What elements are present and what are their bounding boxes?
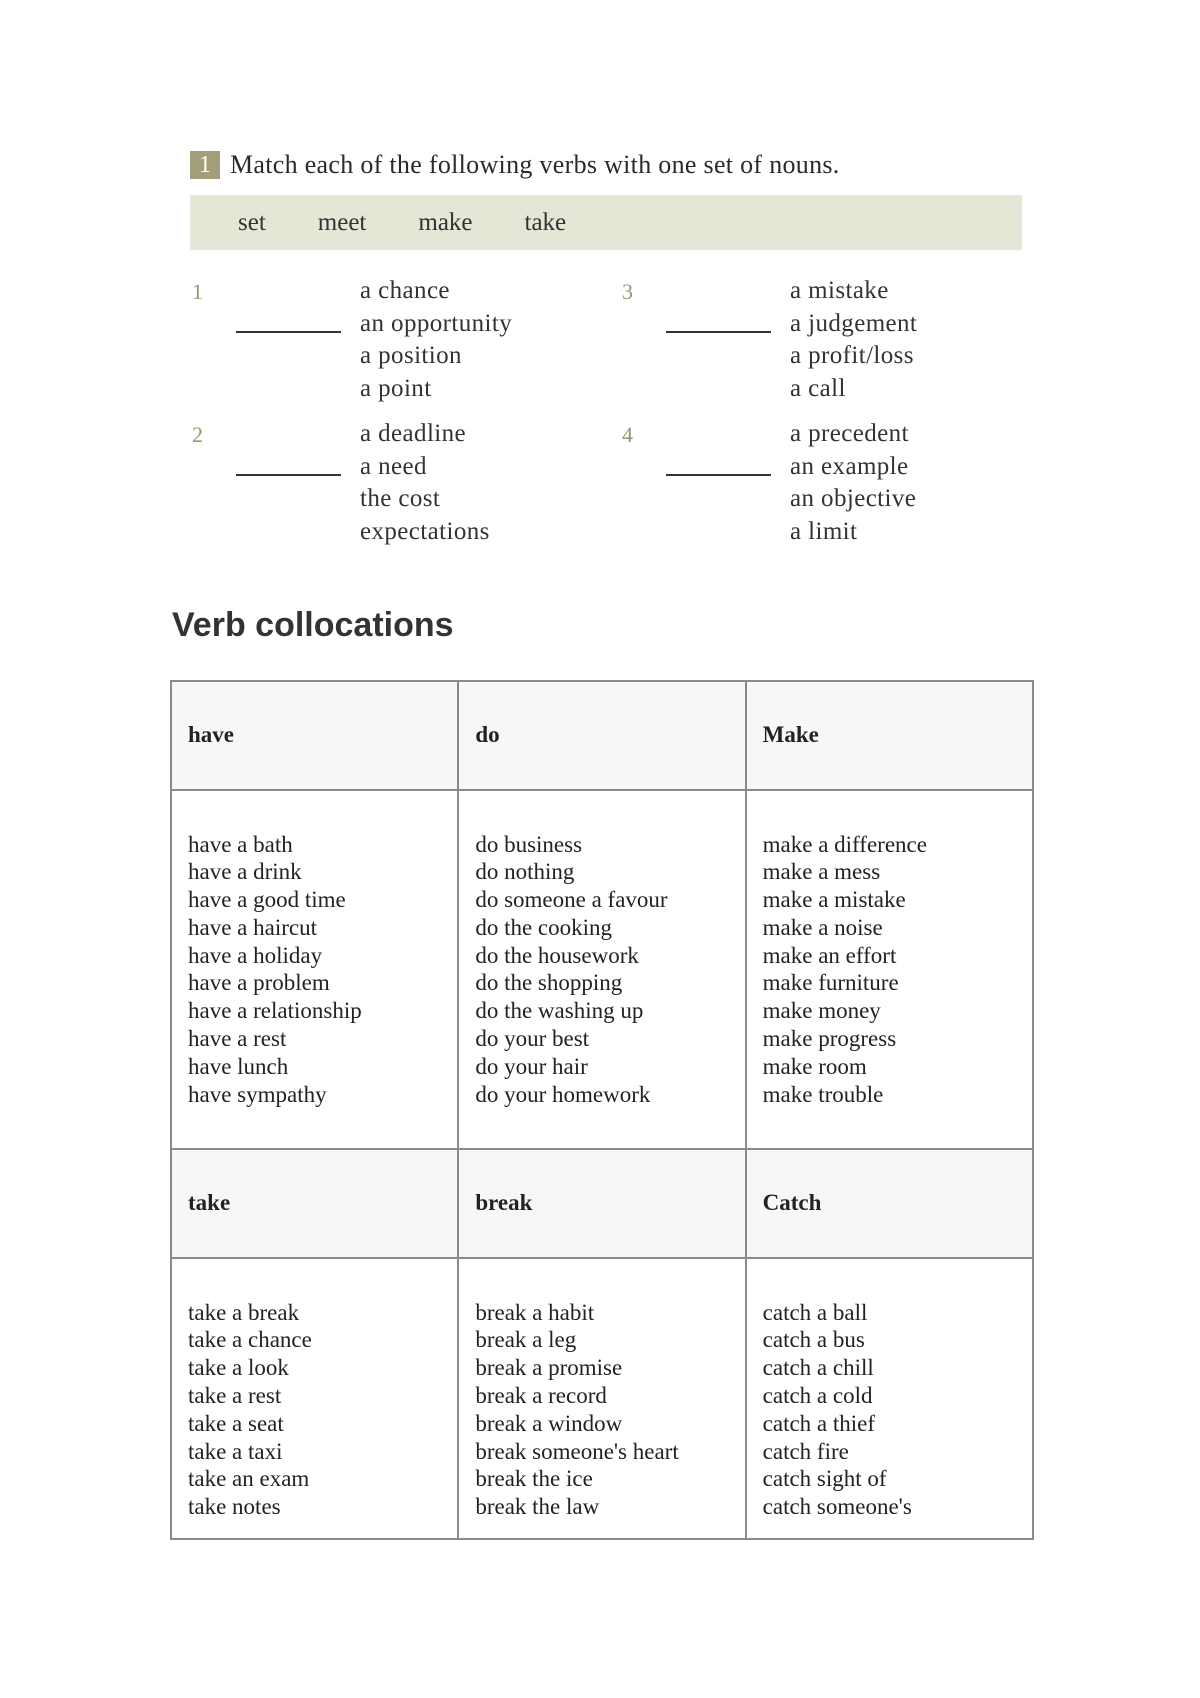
collocation-list xyxy=(188,791,457,1109)
noun-list xyxy=(790,275,917,405)
verb-option: meet xyxy=(317,208,367,236)
noun-item: the cost xyxy=(360,485,441,512)
exercise-1 xyxy=(190,145,1022,575)
noun-group-2 xyxy=(190,418,610,548)
noun-group-1 xyxy=(190,275,610,405)
noun-item: a mistake xyxy=(790,277,889,304)
collocation-item: make a difference xyxy=(762,831,927,857)
column-header: Make xyxy=(746,681,1033,790)
answer-blank[interactable] xyxy=(666,474,771,476)
collocation-item: take an exam xyxy=(188,1466,310,1492)
collocation-item: have a relationship xyxy=(188,998,362,1024)
answer-blank[interactable] xyxy=(666,331,771,333)
noun-item: a precedent xyxy=(790,420,909,447)
collocation-item: catch a thief xyxy=(762,1410,876,1436)
collocation-item: have a holiday xyxy=(188,942,323,968)
collocation-item: make a mistake xyxy=(762,887,906,913)
collocation-list xyxy=(188,1259,457,1521)
column-header: Catch xyxy=(746,1149,1033,1258)
noun-item: expectations xyxy=(360,517,490,545)
noun-list xyxy=(790,418,916,548)
collocation-item: have a rest xyxy=(188,1026,287,1052)
collocation-list xyxy=(763,1259,1032,1521)
collocation-item: make a mess xyxy=(762,859,881,885)
collocation-item: catch a bus xyxy=(762,1327,865,1353)
table-header-row xyxy=(171,1149,1033,1258)
answer-blank[interactable] xyxy=(236,331,341,333)
noun-item: an opportunity xyxy=(360,309,513,337)
noun-item: a need xyxy=(360,452,427,480)
collocation-item: do someone a favour xyxy=(475,887,668,913)
table-row xyxy=(171,790,1033,1150)
collocation-cell xyxy=(458,1258,745,1539)
collocation-item: break a leg xyxy=(475,1327,577,1353)
noun-item: a judgement xyxy=(790,309,918,337)
collocation-item: have a drink xyxy=(188,859,302,885)
collocation-item: catch a cold xyxy=(762,1383,873,1409)
collocation-item: take a look xyxy=(188,1355,289,1381)
collocation-item: catch fire xyxy=(762,1438,849,1464)
collocation-item: take a seat xyxy=(188,1410,284,1436)
collocation-cell xyxy=(171,1258,458,1539)
noun-item: a chance xyxy=(360,277,450,304)
collocation-item: have lunch xyxy=(188,1053,289,1079)
noun-item: a deadline xyxy=(360,420,467,447)
exercise-instruction: Match each of the following verbs with one set of nouns. xyxy=(230,150,840,179)
collocation-item: catch someone's xyxy=(762,1494,912,1520)
verb-options-box xyxy=(190,195,1022,250)
collocation-item: take notes xyxy=(188,1494,281,1520)
collocation-item: make room xyxy=(762,1053,867,1079)
noun-item: a profit/loss xyxy=(790,342,914,369)
column-header: break xyxy=(458,1149,745,1258)
exercise-number-badge: 1 xyxy=(190,151,220,179)
column-header: do xyxy=(458,681,745,790)
group-number: 3 xyxy=(622,279,633,304)
collocation-item: do business xyxy=(475,831,583,857)
collocation-item: do your best xyxy=(475,1026,590,1052)
collocation-item: do nothing xyxy=(475,859,575,885)
collocation-item: do the cooking xyxy=(475,914,613,940)
collocation-item: break a record xyxy=(475,1383,607,1409)
noun-group-4 xyxy=(620,418,1040,548)
exercise-header xyxy=(190,145,1022,185)
noun-group-3 xyxy=(620,275,1040,405)
collocation-item: do the housework xyxy=(475,942,639,968)
collocation-cell xyxy=(746,790,1033,1150)
collocation-item: make money xyxy=(762,998,881,1024)
noun-groups xyxy=(190,275,1022,575)
group-number: 2 xyxy=(192,422,203,447)
collocation-item: make furniture xyxy=(762,970,899,996)
noun-item: a limit xyxy=(790,517,858,545)
collocation-item: break a window xyxy=(475,1410,623,1436)
noun-item: an objective xyxy=(790,485,917,512)
verb-option: set xyxy=(238,208,266,236)
collocation-item: take a taxi xyxy=(188,1438,283,1464)
answer-blank[interactable] xyxy=(236,474,341,476)
group-number: 4 xyxy=(622,422,633,447)
collocation-item: do your hair xyxy=(475,1053,588,1079)
collocation-item: take a break xyxy=(188,1299,300,1325)
noun-list xyxy=(360,275,512,405)
collocation-cell xyxy=(458,790,745,1150)
collocation-item: break someone's heart xyxy=(475,1438,679,1464)
collocation-item: have a haircut xyxy=(188,914,317,940)
noun-item: a point xyxy=(360,374,432,402)
collocation-item: do your homework xyxy=(475,1081,651,1107)
collocation-item: catch sight of xyxy=(762,1466,887,1492)
collocation-item: make an effort xyxy=(762,942,897,968)
collocation-item: have a good time xyxy=(188,887,346,913)
collocation-cell xyxy=(171,790,458,1150)
noun-list xyxy=(360,418,490,548)
group-number: 1 xyxy=(192,279,203,304)
noun-item: an example xyxy=(790,452,909,480)
collocation-item: make trouble xyxy=(762,1081,884,1107)
column-header: have xyxy=(171,681,458,790)
collocation-item: break a habit xyxy=(475,1299,595,1325)
section-title: Verb collocations xyxy=(172,606,454,644)
collocation-item: have sympathy xyxy=(188,1081,327,1107)
collocation-list xyxy=(475,791,744,1109)
collocations-table xyxy=(170,680,1034,1540)
noun-item: a call xyxy=(790,374,846,402)
collocation-item: break the law xyxy=(475,1494,600,1520)
collocation-item: catch a ball xyxy=(762,1299,868,1325)
collocation-item: do the washing up xyxy=(475,998,644,1024)
collocation-item: have a bath xyxy=(188,831,293,857)
table-row xyxy=(171,1258,1033,1539)
collocation-list xyxy=(475,1259,744,1521)
column-header: take xyxy=(171,1149,458,1258)
noun-item: a position xyxy=(360,342,462,369)
collocation-item: do the shopping xyxy=(475,970,623,996)
collocation-item: take a rest xyxy=(188,1383,282,1409)
collocation-item: take a chance xyxy=(188,1327,312,1353)
collocation-item: break a promise xyxy=(475,1355,623,1381)
collocation-item: have a problem xyxy=(188,970,330,996)
collocation-cell xyxy=(746,1258,1033,1539)
collocation-item: catch a chill xyxy=(762,1355,874,1381)
verb-option: take xyxy=(524,208,567,236)
table-header-row xyxy=(171,681,1033,790)
collocation-item: break the ice xyxy=(475,1466,593,1492)
collocation-item: make progress xyxy=(762,1026,897,1052)
collocation-item: make a noise xyxy=(762,914,883,940)
verb-option: make xyxy=(418,208,473,236)
collocation-list xyxy=(763,791,1032,1109)
